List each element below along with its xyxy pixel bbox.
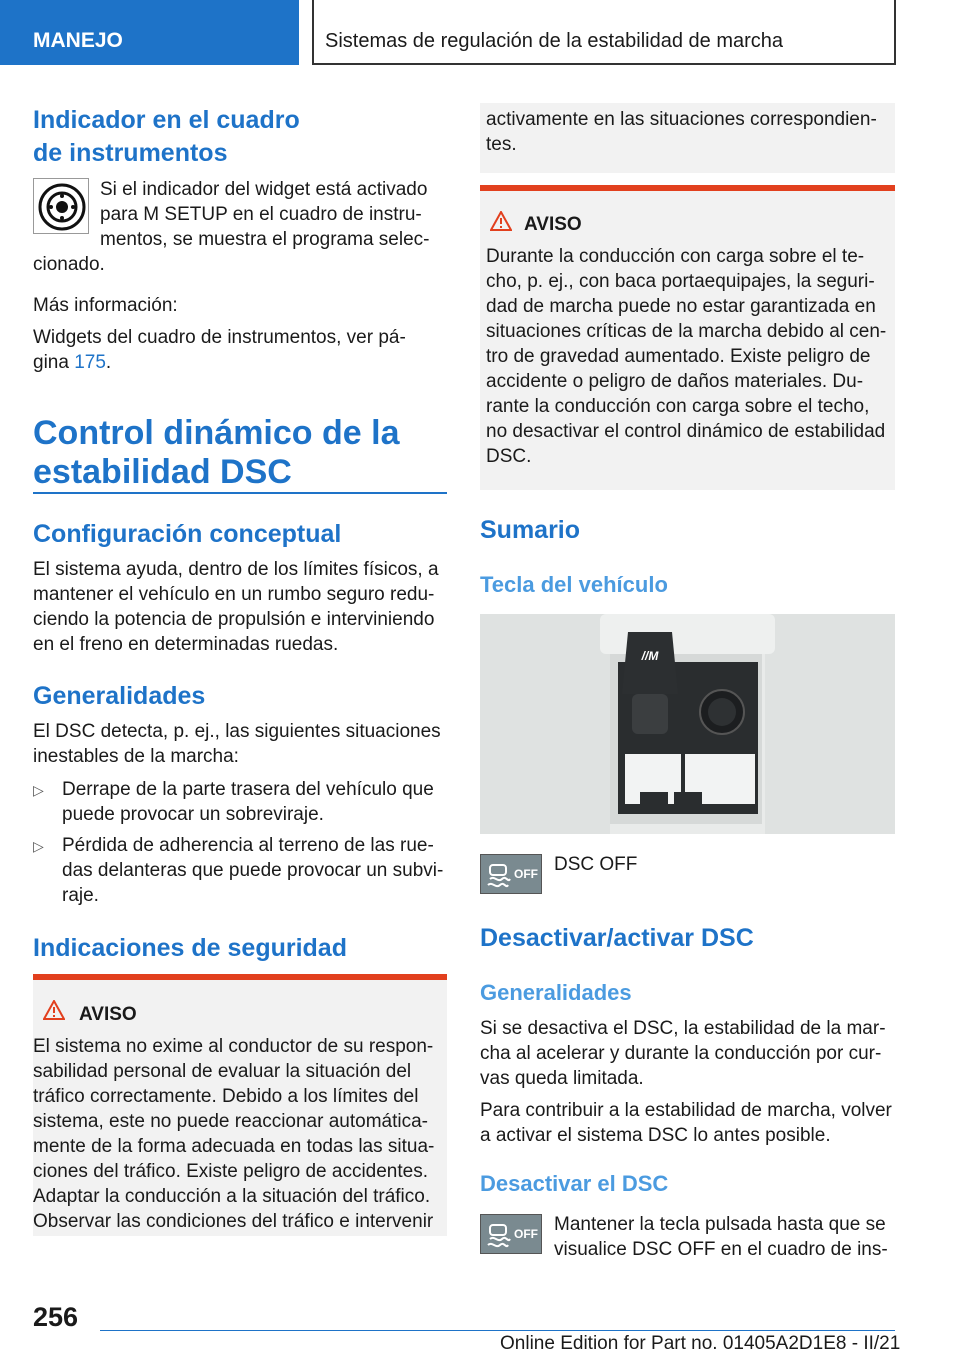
general-line: El DSC detecta, p. ej., las siguientes situaciones [33,721,441,742]
bullet-line: Pérdida de adherencia al terreno de las rue- [62,835,434,856]
off-icon-label: OFF [514,867,538,881]
section-label: MANEJO [33,29,123,52]
warning-line: mente de la forma adecuada en todas las situa- [33,1136,435,1157]
footer-rule [100,1330,895,1331]
continued-text [486,107,877,157]
warning-line: Adaptar la conducción a la situación del tráfico. [33,1186,431,1207]
general-line: vas queda limitada. [480,1068,644,1089]
deactivate-general-text [480,1016,895,1148]
warning-line: sabilidad personal de evaluar la situación del [33,1061,412,1082]
concept-heading: Configuración conceptual [33,520,342,548]
warning-title: AVISO [524,214,582,235]
warning-line: ciones del tráfico. Existe peligro de accidentes. [33,1161,428,1182]
indicator-line: para M SETUP en el cuadro de instru- [100,204,422,225]
warning-line: situaciones críticas de la marcha debido al cen- [486,321,887,342]
deactivate-heading: Desactivar el DSC [480,1171,669,1196]
widgets-line-post: . [105,352,112,373]
indicator-text-top [100,177,450,252]
indicator-heading [33,104,300,170]
concept-line: El sistema ayuda, dentro de los límites físicos, a [33,559,439,580]
warning-line: tro de gravedad aumentado. Existe peligro de [486,346,871,367]
page-link[interactable]: 175 [74,352,106,373]
warning-continued-box [480,103,895,173]
concept-text [33,557,439,657]
dsc-off-icon [480,1214,542,1254]
warning-line: Observar las condiciones del tráfico e intervenir [33,1211,434,1232]
warning-box-right [480,185,895,490]
warning-line: cho, p. ej., con baca portaequipajes, la seguri- [486,271,875,292]
warning-box-left [33,974,447,1236]
warning-text [33,1034,447,1234]
general-heading: Generalidades [33,682,206,710]
warning-bar [480,185,895,191]
summary-heading: Sumario [480,516,581,544]
deactivate-line: Mantener la tecla pulsada hasta que se [554,1214,886,1235]
warning-line: DSC. [486,446,532,467]
more-info-label: Más información: [33,295,178,316]
warning-line: dad de marcha puede no estar garantizada en [486,296,876,317]
off-icon-label: OFF [514,1227,538,1241]
general-text [33,719,441,769]
indicator-heading-line2: de instrumentos [33,139,228,167]
concept-line: en el freno en determinadas ruedas. [33,634,339,655]
header-divider [312,0,314,65]
widgets-line [33,350,406,375]
skid-car-icon [484,1221,512,1249]
header-edge [894,0,896,65]
widgets-line: Widgets del cuadro de instrumentos, ver pá- [33,327,406,348]
indicator-line: Si el indicador del widget está activado [100,179,428,200]
warning-triangle-icon [490,211,512,231]
indicator-line: mentos, se muestra el programa selec- [100,229,430,250]
bullet-line: das delanteras que puede provocar un subvi- [62,860,444,881]
key-heading: Tecla del vehículo [480,572,668,597]
dsc-title-line1: Control dinámico de la [33,414,400,452]
deactivate-line: visualice DSC OFF en el cuadro de ins- [554,1239,888,1260]
general-line: Si se desactiva el DSC, la estabilidad de la mar- [480,1018,886,1039]
bullet-line: puede provocar un sobreviraje. [62,804,324,825]
continued-line: activamente en las situaciones correspondien- [486,109,877,130]
warning-line: tráfico correctamente. Debido a los límites del [33,1086,419,1107]
center-console-image [480,614,895,834]
widgets-line-pre: gina [33,352,75,373]
warning-line: rante la conducción con carga sobre el techo, [486,396,870,417]
widget-icon [33,178,89,234]
general-line: cha al acelerar y durante la conducción por cur- [480,1043,882,1064]
bullet-icon: ▷ [33,782,44,798]
header-underline [312,63,896,65]
bullet-line: raje. [62,885,99,906]
widgets-reference [33,325,406,375]
general-line: Para contribuir a la estabilidad de marcha, volver [480,1100,892,1121]
deactivate-activate-heading: Desactivar/activar DSC [480,924,754,952]
warning-triangle-icon [43,1000,65,1020]
concept-line: mantener el vehículo en un rumbo seguro redu- [33,584,435,605]
general-subheading: Generalidades [480,980,632,1005]
warning-line: accidente o peligro de daños materiales. Du- [486,371,864,392]
chapter-title: Sistemas de regulación de la estabilidad de marcha [325,30,784,52]
setup-dial-icon [34,179,90,235]
indicator-heading-line1: Indicador en el cuadro [33,106,300,134]
warning-line: no desactivar el control dinámico de estabilidad [486,421,886,442]
dsc-title-line2: estabilidad DSC [33,453,292,491]
general-line: a activar el sistema DSC lo antes posible. [480,1125,831,1146]
general-line: inestables de la marcha: [33,746,239,767]
section-tab [0,0,299,65]
indicator-line: cionado. [33,254,105,275]
safety-heading: Indicaciones de seguridad [33,934,347,962]
warning-text [486,244,895,469]
bullet-item-1 [62,777,434,827]
warning-line: El sistema no exime al conductor de su respon- [33,1036,434,1057]
dsc-title [33,414,399,492]
warning-line: Durante la conducción con carga sobre el te- [486,246,865,267]
dsc-off-icon [480,854,542,894]
bullet-item-2 [62,833,443,908]
skid-car-icon [484,861,512,889]
dsc-off-label: DSC OFF [554,854,638,875]
bullet-icon: ▷ [33,838,44,854]
continued-line: tes. [486,134,517,155]
bullet-line: Derrape de la parte trasera del vehículo que [62,779,434,800]
warning-line: sistema, este no puede reaccionar automática- [33,1111,428,1132]
concept-line: ciendo la potencia de propulsión e interviniendo [33,609,435,630]
svg-text://M: //M [641,649,659,663]
warning-title: AVISO [79,1004,137,1025]
title-rule [33,492,447,494]
warning-bar [33,974,447,980]
deactivate-text [554,1212,888,1262]
edition-note: Online Edition for Part no. 01405A2D1E8 - II/21 [500,1333,901,1354]
page-number: 256 [33,1302,79,1332]
